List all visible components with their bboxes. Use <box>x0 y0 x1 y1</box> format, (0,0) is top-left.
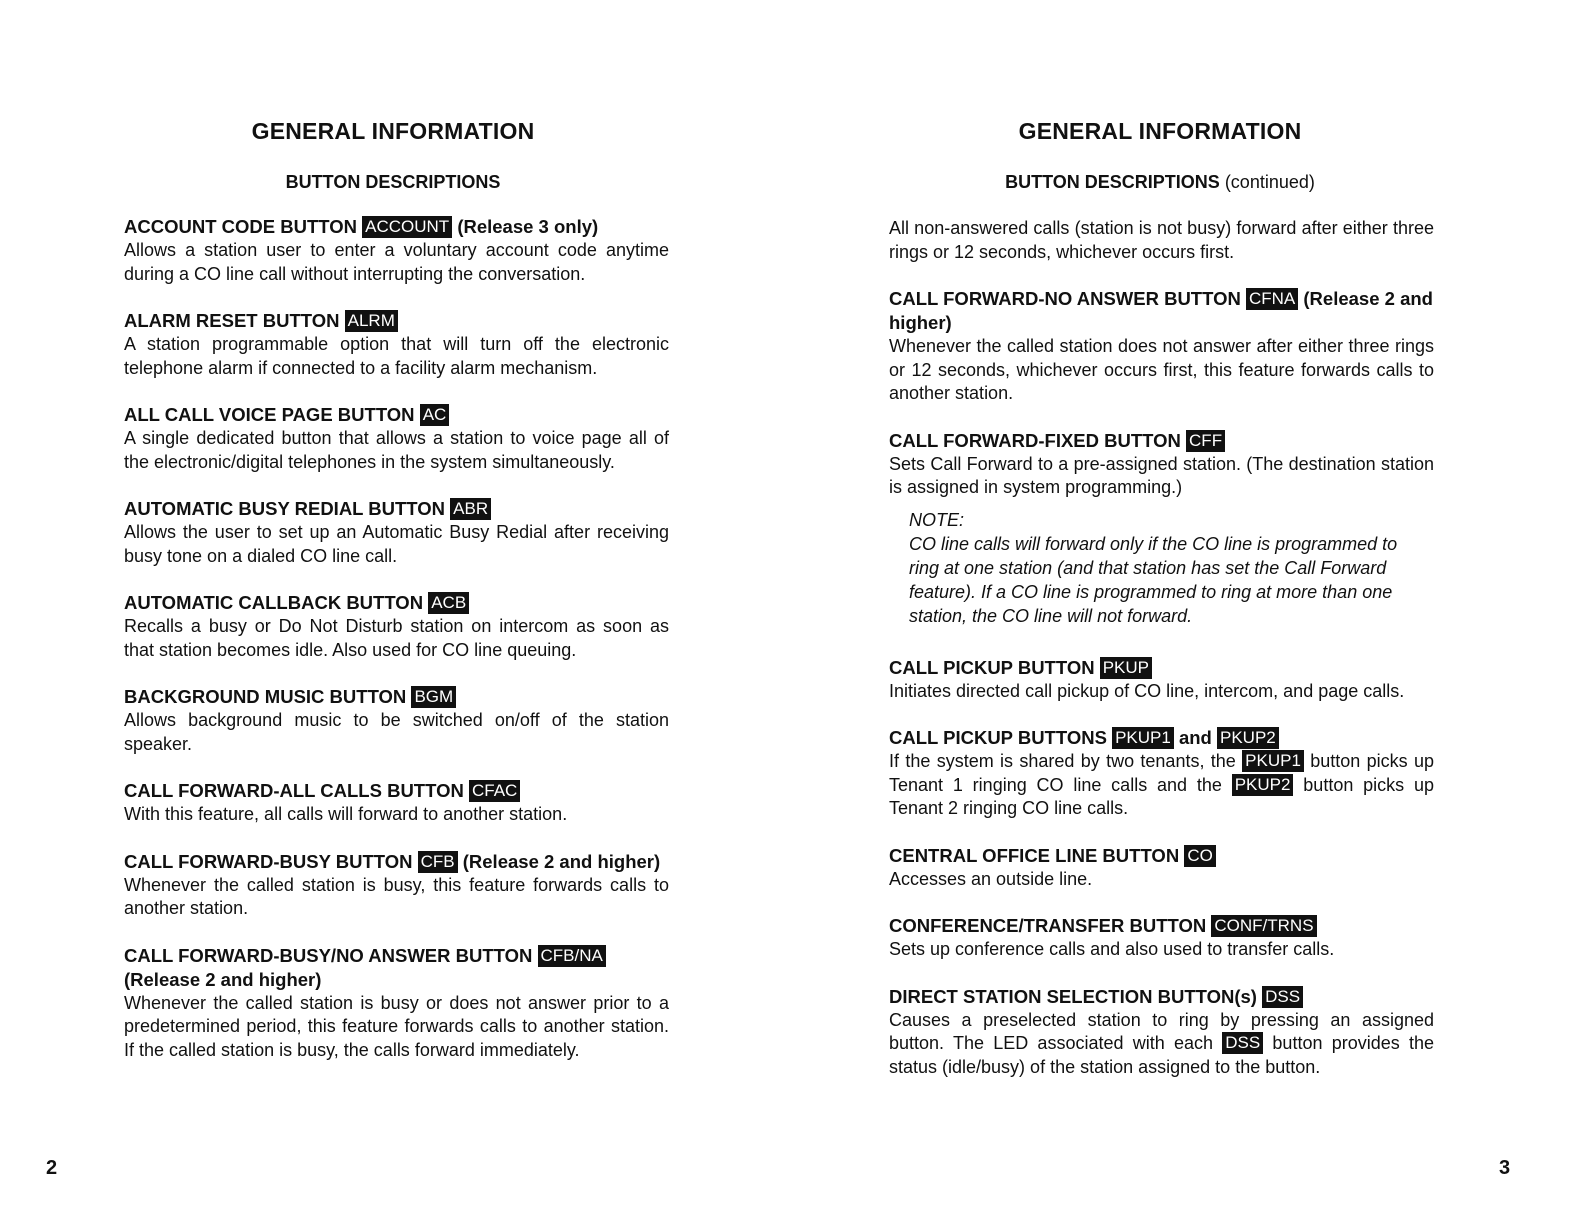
release-note: (Release 2 and higher) <box>462 850 661 872</box>
and-text: and <box>1178 727 1212 748</box>
release-note: (Release 3 only) <box>457 216 599 237</box>
entry-body: A station programmable option that will turn off the electronic telephone alarm if connected to a facility alarm mechanism. <box>124 334 669 378</box>
entry-background-music <box>124 685 669 756</box>
entry-call-pickup-buttons <box>889 726 1434 821</box>
body-part: If the system is shared by two tenants, the <box>889 751 1236 771</box>
entry-title: CALL PICKUP BUTTON <box>889 656 1095 678</box>
entry-title: BACKGROUND MUSIC BUTTON <box>124 686 407 707</box>
body-part: button picks up Tenant 1 ringing CO line calls and the <box>889 751 1434 795</box>
cfac-key-label: CFAC <box>469 780 520 802</box>
note-label: NOTE: <box>909 509 965 530</box>
entry-title: DIRECT STATION SELECTION BUTTON(s) <box>889 985 1257 1007</box>
bgm-key-label: BGM <box>411 686 456 708</box>
pkup1-key-label: PKUP1 <box>1242 750 1304 772</box>
body-part: button provides the status (idle/busy) of the station assigned to the button. <box>889 1033 1434 1077</box>
release-note: (Release 2 and higher) <box>124 968 322 990</box>
note-text: CO line calls will forward only if the CO line is programmed to ring at one station (and that station has set the Call Forward feature). If a CO line is programmed to ring at more than one station, the CO line will not forward. <box>909 533 1398 626</box>
body-part: button picks up Tenant 2 ringing CO line calls. <box>889 774 1435 818</box>
cff-key-label: CFF <box>1186 430 1225 452</box>
entry-title: CENTRAL OFFICE LINE BUTTON <box>889 844 1180 866</box>
entry-body: Sets up conference calls and also used to transfer calls. <box>889 939 1335 959</box>
entry-title: CALL FORWARD-BUSY BUTTON <box>124 850 413 872</box>
page-number: 3 <box>1499 1157 1511 1179</box>
entry-body: Sets Call Forward to a pre-assigned station. (The destination station is assigned in system programming.) <box>889 453 1434 497</box>
entry-body <box>889 1009 1434 1080</box>
entry-title: CONFERENCE/TRANSFER BUTTON <box>889 915 1207 936</box>
entry-body: Allows the user to set up an Automatic Busy Redial after receiving busy tone on a dialed CO line call. <box>124 522 669 566</box>
left-column <box>124 215 669 1085</box>
entry-all-call-voice-page <box>124 403 669 474</box>
entry-automatic-callback <box>124 591 669 662</box>
section-subtitle: BUTTON DESCRIPTIONS <box>285 172 501 192</box>
note <box>909 508 1419 628</box>
entry-call-forward-busy <box>124 850 669 921</box>
account-key-label: ACCOUNT <box>362 216 452 238</box>
body-part: Causes a preselected station to ring by pressing an assigned button. The LED associated with each <box>889 1009 1434 1053</box>
entry-body: Accesses an outside line. <box>889 868 1093 889</box>
entry-alarm-reset <box>124 309 669 380</box>
abr-key-label: ABR <box>450 498 491 520</box>
entry-automatic-busy-redial <box>124 497 669 568</box>
section-subtitle <box>880 172 1440 193</box>
acb-key-label: ACB <box>428 592 469 614</box>
subtitle-bold: BUTTON DESCRIPTIONS <box>1005 172 1220 192</box>
cfb-key-label: CFB <box>418 851 458 873</box>
cfna-key-label: CFNA <box>1246 288 1298 310</box>
entry-body <box>889 750 1434 821</box>
entry-title: AUTOMATIC CALLBACK BUTTON <box>124 592 424 613</box>
entry-title: CALL FORWARD-BUSY/NO ANSWER BUTTON <box>124 944 533 966</box>
entry-body: Whenever the called station is busy, this feature forwards calls to another station. <box>124 874 669 918</box>
entry-body: All non-answered calls (station is not busy) forward after either three rings or 12 seconds, whichever occurs first. <box>889 218 1434 262</box>
entry-direct-station-selection <box>889 985 1434 1080</box>
entry-body: Allows background music to be switched on/off of the station speaker. <box>124 710 669 754</box>
page-number: 2 <box>46 1157 58 1179</box>
page-title: GENERAL INFORMATION <box>1018 118 1302 144</box>
entry-body: Whenever the called station is busy or does not answer prior to a predetermined period, this feature forwards calls to another station. If the called station is busy, the calls forward immediately. <box>124 992 669 1060</box>
entry-central-office-line <box>889 844 1434 892</box>
entry-title: CALL FORWARD-NO ANSWER BUTTON <box>889 288 1241 309</box>
entry-body: Initiates directed call pickup of CO line, intercom, and page calls. <box>889 680 1405 701</box>
page-title: GENERAL INFORMATION <box>251 118 535 144</box>
co-key-label: CO <box>1184 845 1216 867</box>
pkup-key-label: PKUP <box>1100 657 1152 679</box>
entry-body: A single dedicated button that allows a station to voice page all of the electronic/digital telephones in the system simultaneously. <box>124 428 669 472</box>
entry-title: CALL FORWARD-FIXED BUTTON <box>889 429 1181 451</box>
pkup1-key-label: PKUP1 <box>1112 727 1174 749</box>
release-note: (Release 2 and higher) <box>889 288 1433 333</box>
alrm-key-label: ALRM <box>345 310 398 332</box>
entry-title: ALARM RESET BUTTON <box>124 310 340 331</box>
entry-body: Allows a station user to enter a voluntary account code anytime during a CO line call without interrupting the conversation. <box>124 240 669 284</box>
pkup2-key-label: PKUP2 <box>1232 774 1294 796</box>
right-page <box>797 0 1594 1224</box>
pkup2-key-label: PKUP2 <box>1217 727 1279 749</box>
dss-key-label: DSS <box>1222 1032 1263 1054</box>
entry-title: ALL CALL VOICE PAGE BUTTON <box>124 404 415 425</box>
entry-title: CALL FORWARD-ALL CALLS BUTTON <box>124 780 464 801</box>
entry-title: ACCOUNT CODE BUTTON <box>124 216 357 237</box>
dss-key-label: DSS <box>1262 986 1303 1008</box>
entry-call-pickup <box>889 656 1434 704</box>
entry-call-forward-no-answer <box>889 287 1434 406</box>
entry-call-forward-busy-no-answer <box>124 944 669 1063</box>
entry-conference-transfer <box>889 914 1434 962</box>
right-column <box>889 217 1434 1102</box>
entry-body: Recalls a busy or Do Not Disturb station on intercom as soon as that station becomes idle. Also used for CO line queuing. <box>124 616 669 660</box>
cfbna-key-label: CFB/NA <box>538 945 606 967</box>
entry-title: AUTOMATIC BUSY REDIAL BUTTON <box>124 498 446 519</box>
entry-intro <box>889 217 1434 264</box>
entry-title: CALL PICKUP BUTTONS <box>889 727 1107 748</box>
entry-call-forward-fixed <box>889 429 1434 500</box>
entry-call-forward-all <box>124 779 669 827</box>
entry-account-code <box>124 215 669 286</box>
subtitle-continued: (continued) <box>1224 172 1315 192</box>
ac-key-label: AC <box>420 404 450 426</box>
entry-body: Whenever the called station does not answer after either three rings or 12 seconds, whichever occurs first, this feature forwards calls to another station. <box>889 336 1434 403</box>
conf-trns-key-label: CONF/TRNS <box>1211 915 1316 937</box>
entry-body: With this feature, all calls will forward to another station. <box>124 804 568 824</box>
